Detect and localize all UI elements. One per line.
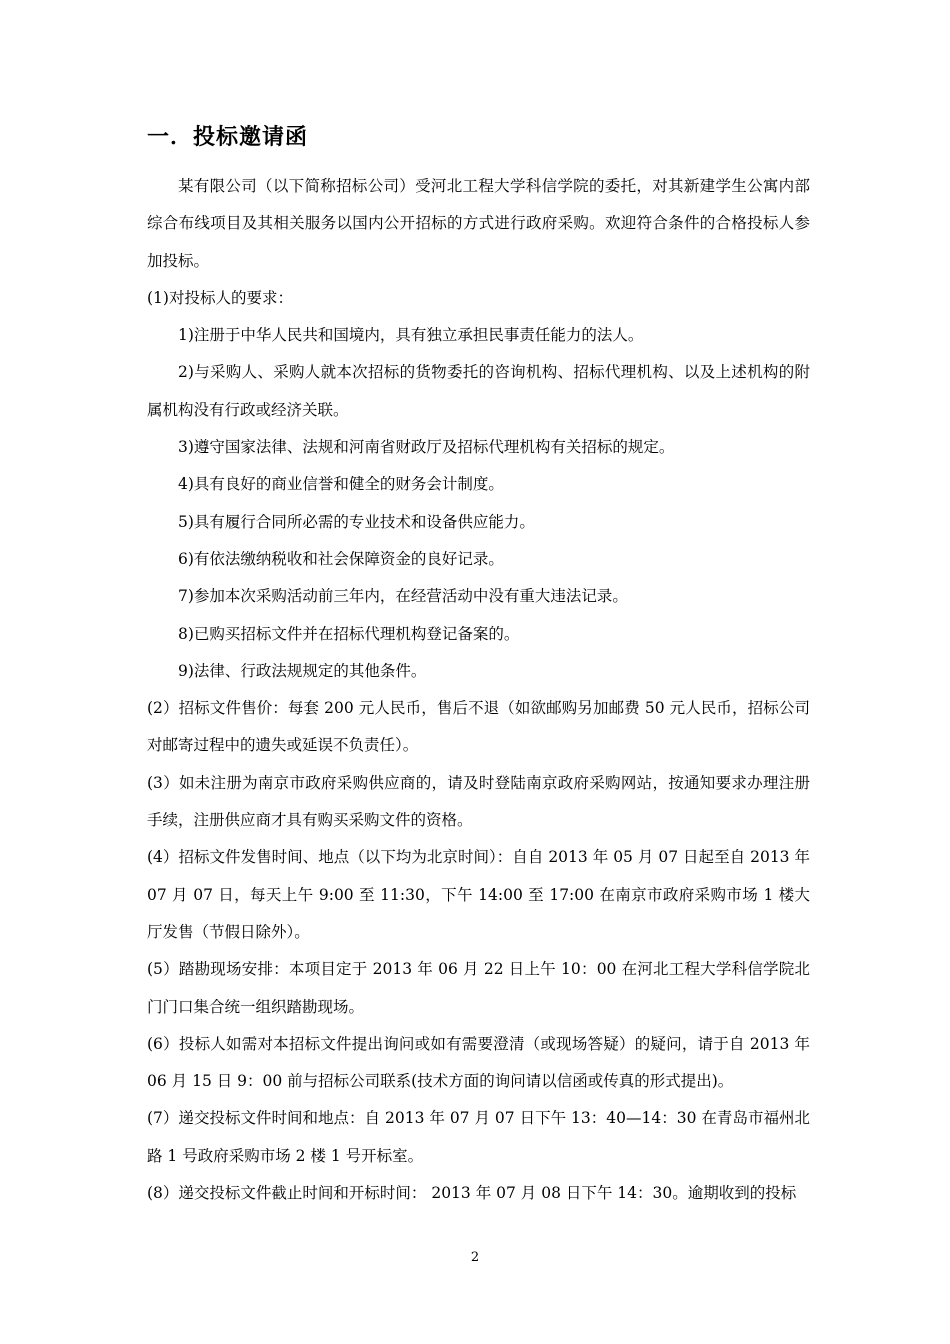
numbered-item: (2）招标文件售价：每套 200 元人民币，售后不退（如欲邮购另加邮费 50 元人民币，招标公司对邮寄过程中的遗失或延误不负责任）。 <box>147 699 810 755</box>
numbered-item: (7）递交投标文件时间和地点：自 2013 年 07 月 07 日下午 13：40—14：30 在青岛市福州北路 1 号政府采购市场 2 楼 1 号开标室。 <box>147 1109 810 1165</box>
intro-paragraph: 某有限公司（以下简称招标公司）受河北工程大学科信学院的委托，对其新建学生公寓内部综合布线项目及其相关服务以国内公开招标的方式进行政府采购。欢迎符合条件的合格投标人参加投标。 <box>147 177 810 270</box>
requirement-item: 1)注册于中华人民共和国境内，具有独立承担民事责任能力的法人。 <box>178 326 644 345</box>
requirement-item: 4)具有良好的商业信誉和健全的财务会计制度。 <box>178 475 504 494</box>
requirement-item: 3)遵守国家法律、法规和河南省财政厅及招标代理机构有关招标的规定。 <box>178 438 675 457</box>
requirement-item: 2)与采购人、采购人就本次招标的货物委托的咨询机构、招标代理机构、以及上述机构的附属机构没有行政或经济关联。 <box>147 363 810 419</box>
numbered-item: (5）踏勘现场安排：本项目定于 2013 年 06 月 22 日上午 10：00 在河北工程大学科信学院北门门口集合统一组织踏勘现场。 <box>147 960 810 1016</box>
requirement-item: 7)参加本次采购活动前三年内，在经营活动中没有重大违法记录。 <box>178 587 628 606</box>
document-body <box>147 168 810 1212</box>
requirement-item: 6)有依法缴纳税收和社会保障资金的良好记录。 <box>178 549 504 568</box>
section-heading: 一．投标邀请函 <box>147 125 309 150</box>
requirement-item: 9)法律、行政法规规定的其他条件。 <box>178 661 427 680</box>
numbered-item: (8）递交投标文件截止时间和开标时间： 2013 年 07 月 08 日下午 14：30。逾期收到的投标 <box>147 1184 797 1203</box>
numbered-item: (4）招标文件发售时间、地点（以下均为北京时间）：自自 2013 年 05 月 07 日起至自 2013 年 07 月 07 日，每天上午 9:00 至 11:30，下午 14:00 至 17:00 在南京市政府采购市场 1 楼大厅发售（节假日除外）。 <box>147 848 810 941</box>
page-number: 2 <box>470 1250 480 1265</box>
numbered-item: (3）如未注册为南京市政府采购供应商的，请及时登陆南京政府采购网站，按通知要求办理注册手续，注册供应商才具有购买采购文件的资格。 <box>147 773 810 830</box>
numbered-item: (6）投标人如需对本招标文件提出询问或如有需要澄清（或现场答疑）的疑问，请于自 2013 年 06 月 15 日 9：00 前与招标公司联系(技术方面的询问请以信函或传真的形式提出)。 <box>147 1034 810 1091</box>
requirement-item: 8)已购买招标文件并在招标代理机构登记备案的。 <box>178 624 520 643</box>
requirement-item: 5)具有履行合同所必需的专业技术和设备供应能力。 <box>178 512 535 531</box>
requirements-title: (1)对投标人的要求： <box>147 288 293 307</box>
